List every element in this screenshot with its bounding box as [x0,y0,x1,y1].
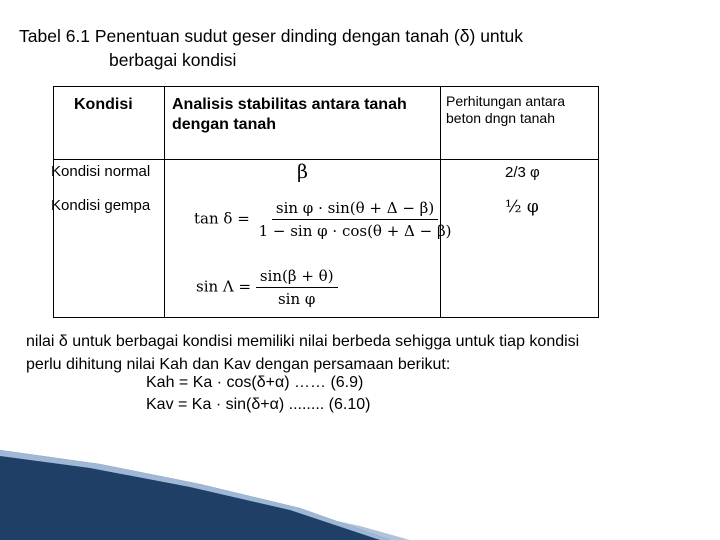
title-line-1: Tabel 6.1 Penentuan sudut geser dinding dengan tanah (δ) untuk [19,26,524,46]
formula-sin-lambda-lhs: sin Λ = [196,277,252,296]
header-analisis-line-1: Analisis stabilitas antara tanah [172,96,407,113]
formula-tan-delta [194,199,456,240]
header-kondisi: Kondisi [74,96,133,113]
equation-kah: Kah = Ka · cos(δ+α) …… (6.9) [146,374,364,391]
formula-sin-lambda-numerator: sin(β + θ) [256,267,338,288]
formula-tan-delta-numerator: sin φ · sin(θ + Δ − β) [272,199,438,220]
condition-table [53,86,599,318]
formula-tan-delta-fraction [255,199,456,240]
header-perhitungan [446,93,598,127]
table-title [19,24,659,72]
header-analisis-line-2: dengan tanah [172,116,277,133]
header-perhitungan-line-2: beton dngn tanah [446,110,555,126]
formula-sin-lambda-denominator: sin φ [277,290,316,308]
paragraph-line-2: perlu dihitung nilai Kah dan Kav dengan persamaan berikut: [26,356,451,373]
title-line-2: berbagai kondisi [109,50,237,70]
formula-tan-delta-denominator: 1 − sin φ · cos(θ + Δ − β) [258,222,452,240]
row-gempa-kondisi: Kondisi gempa [51,197,151,214]
row-gempa-perhitungan: ½ φ [505,197,539,217]
explanation-paragraph [26,330,706,376]
header-analisis [172,95,444,135]
row-normal-kondisi: Kondisi normal [51,163,151,180]
paragraph-line-1: nilai δ untuk berbagai kondisi memiliki nilai berbeda sehigga untuk tiap kondisi [26,333,580,350]
header-divider [54,159,598,160]
formula-tan-delta-lhs: tan δ = [194,209,250,228]
formula-sin-lambda [196,267,338,308]
row-normal-analisis: β [297,161,308,183]
row-normal-perhitungan: 2/3 φ [505,164,540,181]
column-divider [164,87,165,317]
slide-decoration [0,450,720,540]
header-perhitungan-line-1: Perhitungan antara [446,93,566,109]
formula-sin-lambda-fraction [256,267,338,308]
equation-kav: Kav = Ka · sin(δ+α) ........ (6.10) [146,396,371,413]
